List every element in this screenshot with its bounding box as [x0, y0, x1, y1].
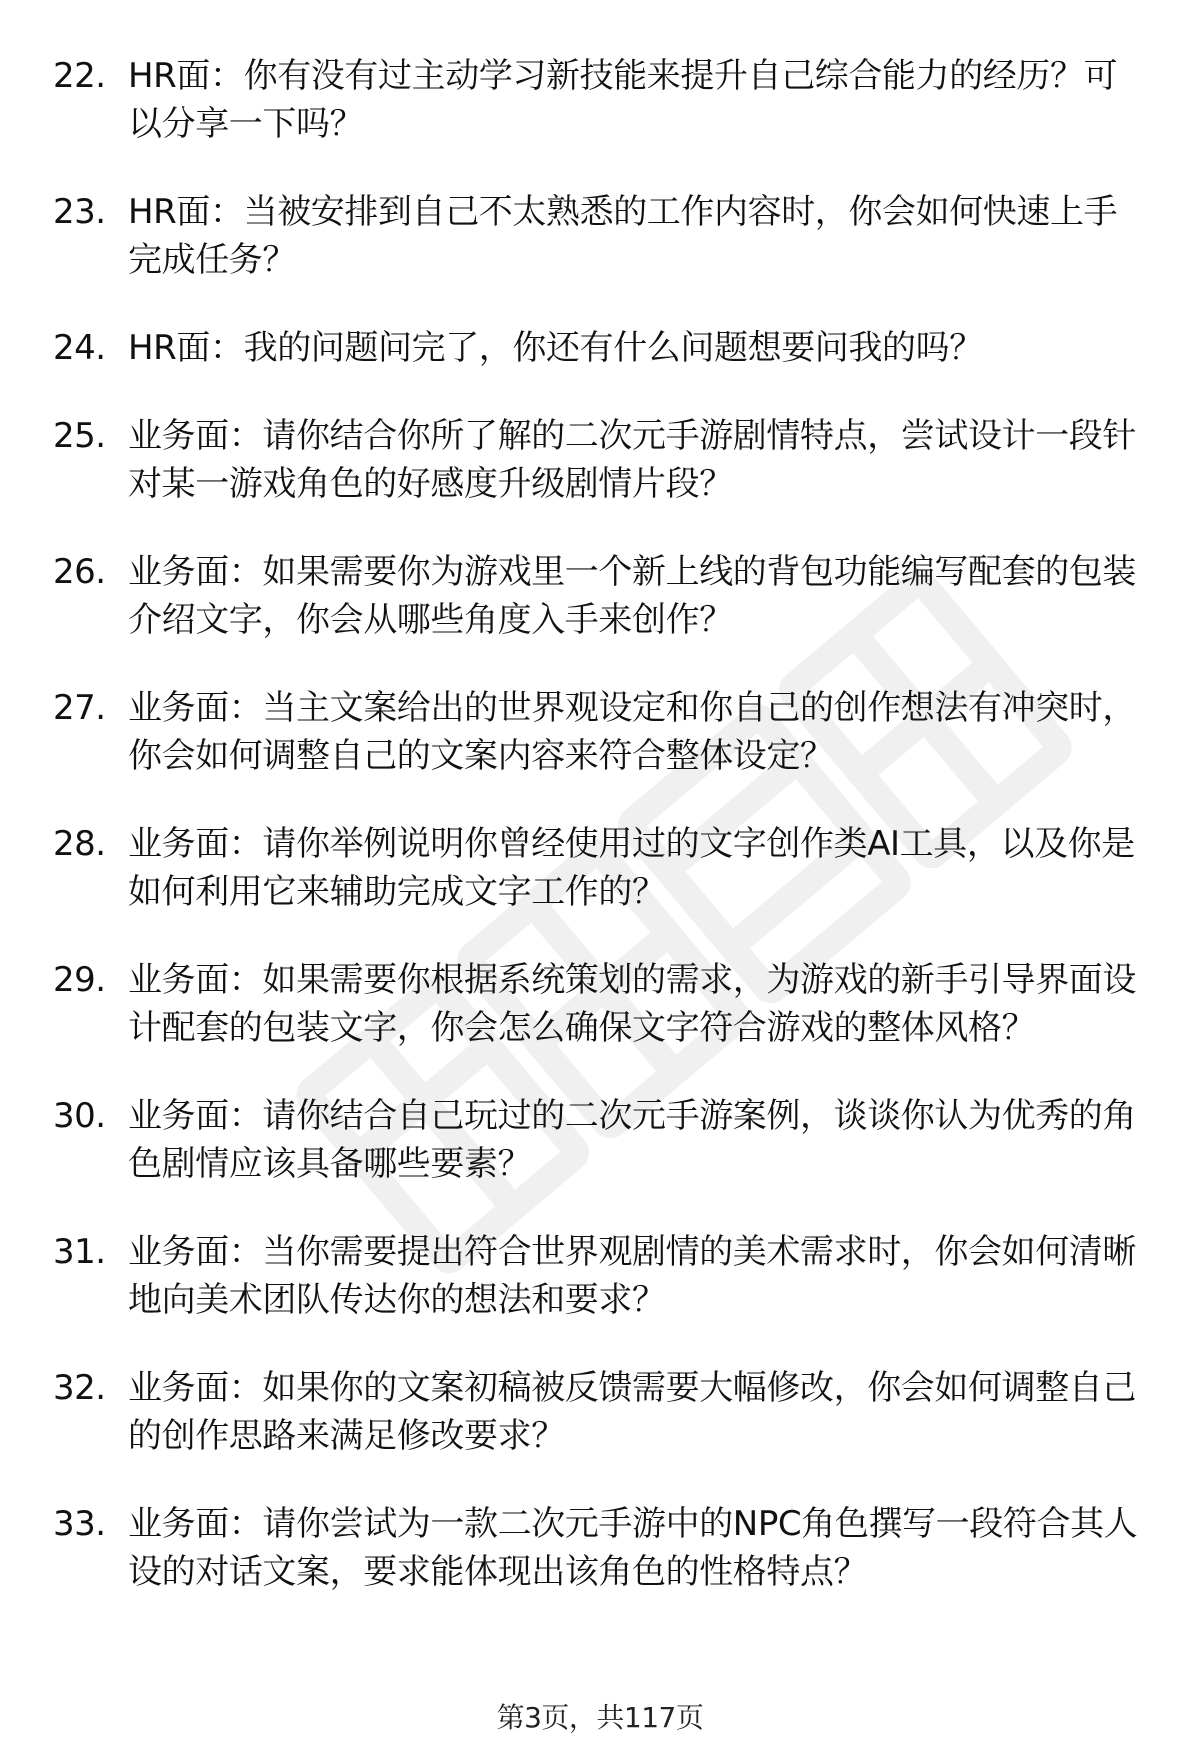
question-text: 业务面：如果你的文案初稿被反馈需要大幅修改，你会如何调整自己的创作思路来满足修改要求？ [128, 1368, 1136, 1456]
question-text: 业务面：如果需要你根据系统策划的需求，为游戏的新手引导界面设计配套的包装文字，你会怎么确保文字符合游戏的整体风格？ [128, 960, 1136, 1048]
question-text: 业务面：请你结合你所了解的二次元手游剧情特点，尝试设计一段针对某一游戏角色的好感度升级剧情片段？ [128, 416, 1136, 504]
question-number: 31. [53, 1232, 106, 1272]
question-text: HR面：当被安排到自己不太熟悉的工作内容时，你会如何快速上手完成任务？ [128, 192, 1118, 280]
question-number: 32. [53, 1368, 106, 1408]
page-number: 第3页，共117页 [496, 1701, 704, 1734]
question-number: 22. [53, 56, 106, 96]
question-number: 26. [53, 552, 106, 592]
question-item [0, 1228, 1200, 1324]
question-number: 29. [53, 960, 106, 1000]
question-text: HR面：你有没有过主动学习新技能来提升自己综合能力的经历？可以分享一下吗？ [128, 56, 1118, 144]
question-text: 业务面：如果需要你为游戏里一个新上线的背包功能编写配套的包装介绍文字，你会从哪些角度入手来创作？ [128, 552, 1136, 640]
question-text: 业务面：当你需要提出符合世界观剧情的美术需求时，你会如何清晰地向美术团队传达你的想法和要求？ [128, 1232, 1136, 1320]
question-item [0, 548, 1200, 644]
question-number: 24. [53, 328, 106, 368]
question-number: 30. [53, 1096, 106, 1136]
question-item [0, 1092, 1200, 1188]
question-number: 33. [53, 1504, 106, 1544]
question-item [0, 1364, 1200, 1460]
question-item [0, 324, 1200, 372]
question-item [0, 820, 1200, 916]
question-item [0, 52, 1200, 148]
question-list [0, 52, 1200, 1636]
question-text: 业务面：请你尝试为一款二次元手游中的NPC角色撰写一段符合其人设的对话文案，要求能体现出该角色的性格特点？ [128, 1504, 1138, 1592]
question-text: 业务面：当主文案给出的世界观设定和你自己的创作想法有冲突时，你会如何调整自己的文案内容来符合整体设定？ [128, 688, 1136, 776]
question-item [0, 412, 1200, 508]
question-item [0, 1500, 1200, 1596]
question-number: 28. [53, 824, 106, 864]
question-text: 业务面：请你举例说明你曾经使用过的文字创作类AI工具，以及你是如何利用它来辅助完成文字工作的？ [128, 824, 1135, 912]
question-number: 25. [53, 416, 106, 456]
question-item [0, 956, 1200, 1052]
question-text: 业务面：请你结合自己玩过的二次元手游案例，谈谈你认为优秀的角色剧情应该具备哪些要素？ [128, 1096, 1136, 1184]
question-item [0, 188, 1200, 284]
question-number: 27. [53, 688, 106, 728]
question-number: 23. [53, 192, 106, 232]
question-item [0, 684, 1200, 780]
question-text: HR面：我的问题问完了，你还有什么问题想要问我的吗？ [128, 328, 983, 368]
